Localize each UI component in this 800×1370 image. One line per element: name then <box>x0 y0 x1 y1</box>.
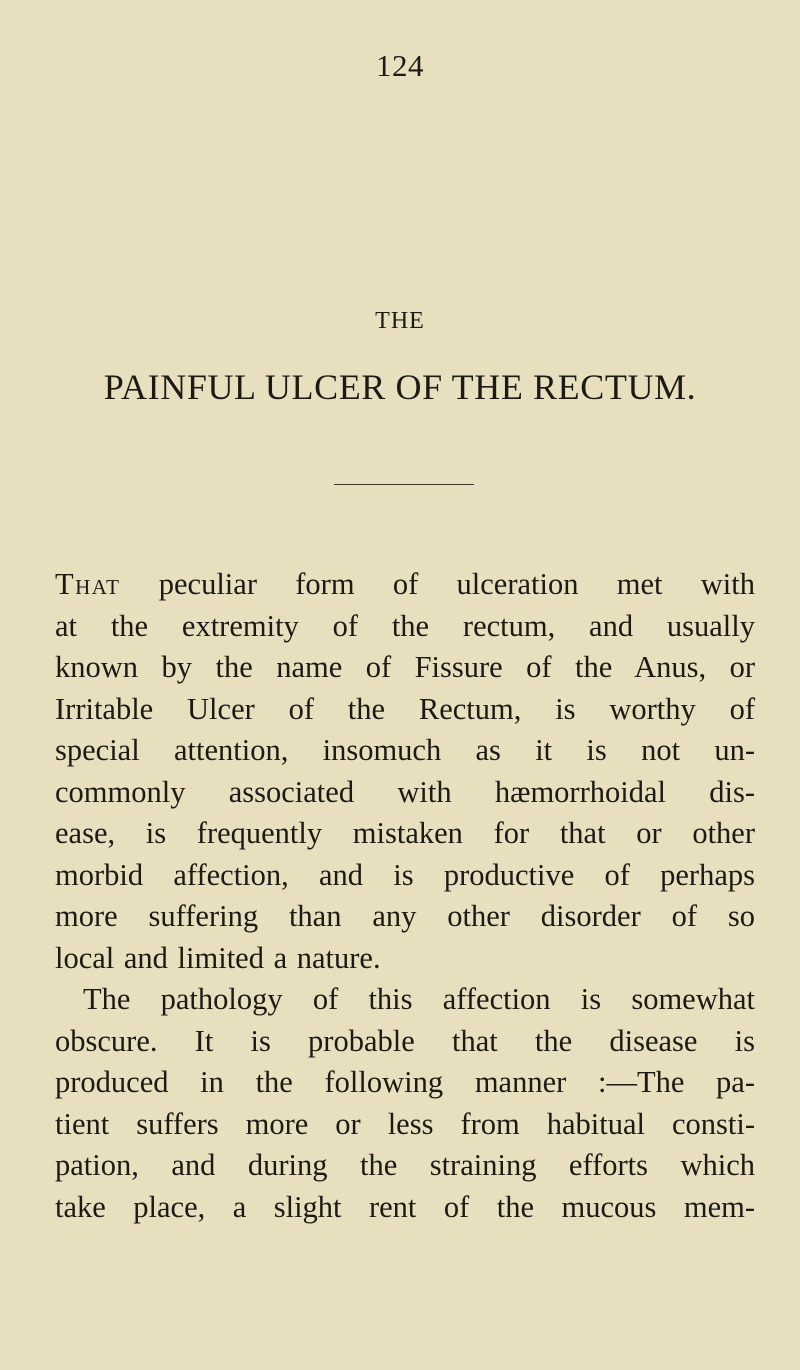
text-line: obscure. It is probable that the disease is <box>55 1023 755 1058</box>
chapter-pre-title: THE <box>375 308 425 334</box>
body-text <box>55 564 755 1228</box>
title-divider <box>334 484 474 485</box>
text-line: tient suffers more or less from habitual consti- <box>55 1106 755 1141</box>
text-line: local and limited a nature. <box>55 940 381 975</box>
chapter-title: PAINFUL ULCER OF THE RECTUM. <box>103 367 697 407</box>
text-line: Irritable Ulcer of the Rectum, is worthy of <box>55 691 755 726</box>
opening-word: That <box>55 567 121 601</box>
page-number: 124 <box>376 48 424 83</box>
text-line: at the extremity of the rectum, and usually <box>55 608 755 643</box>
text-line: pation, and during the straining efforts which <box>55 1148 755 1182</box>
text-line: morbid affection, and is productive of perhaps <box>55 857 755 892</box>
text-line: more suffering than any other disorder of so <box>55 899 755 933</box>
text-line: take place, a slight rent of the mucous mem- <box>55 1189 755 1224</box>
text-line: commonly associated with hæmorrhoidal dis- <box>55 774 755 809</box>
text-line: The pathology of this affection is somewhat <box>83 982 755 1016</box>
text-line <box>55 564 755 606</box>
text-line: known by the name of Fissure of the Anus, or <box>55 650 755 684</box>
text-line-content: peculiar form of ulceration met with <box>120 567 755 601</box>
text-line: special attention, insomuch as it is not un- <box>55 733 755 767</box>
text-line: produced in the following manner :—The pa- <box>55 1065 755 1099</box>
text-line: ease, is frequently mistaken for that or other <box>55 816 755 850</box>
